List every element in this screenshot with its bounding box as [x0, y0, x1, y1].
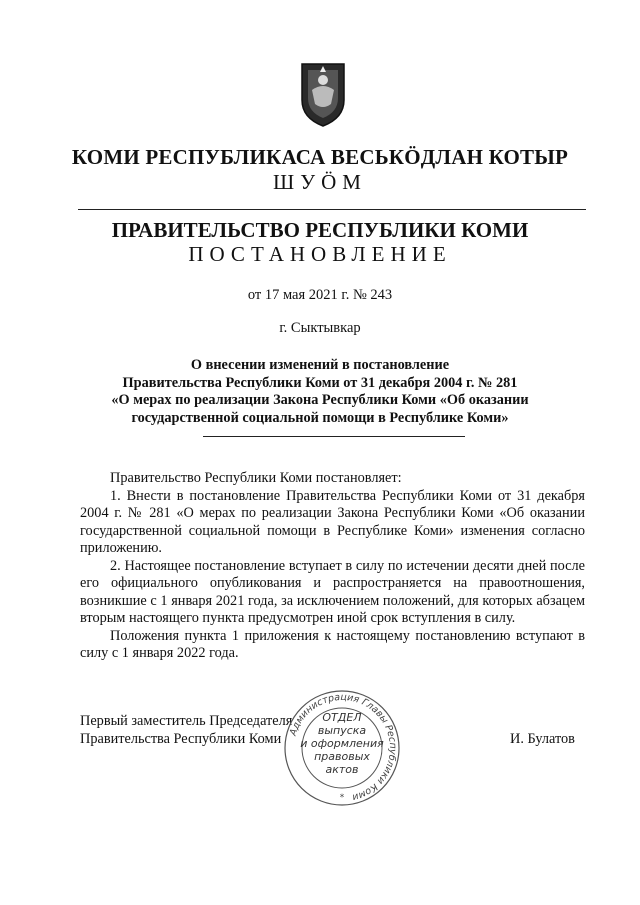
- header-divider: [78, 209, 586, 210]
- signature-position-line2: Правительства Республики Коми: [80, 730, 282, 747]
- russian-header-line2: ПОСТАНОВЛЕНИЕ: [188, 242, 452, 266]
- body-intro: Правительство Республики Коми постановляет:: [110, 470, 402, 486]
- svg-text:*: *: [339, 793, 345, 803]
- title-underline: [203, 436, 465, 437]
- stamp-center-text: [292, 711, 392, 776]
- title-line: Правительства Республики Коми от 31 декабря 2004 г. № 281: [122, 374, 518, 391]
- body-paragraph-1: 1. Внести в постановление Правительства Республики Коми от 31 декабря 2004 г. № 281 «О мерах по реализации Закона Республики Коми «Об оказании государственной социальной помощи в Республике Коми» изменения согласно приложению.: [80, 487, 585, 556]
- russian-header-line1: ПРАВИТЕЛЬСТВО РЕСПУБЛИКИ КОМИ: [111, 218, 529, 242]
- title-line: «О мерах по реализации Закона Республики Коми «Об оказании: [111, 392, 529, 408]
- svg-text:Администрация Главы Республики: Администрация Главы Республики Коми: [287, 691, 399, 803]
- title-line: государственной социальной помощи в Республике Коми»: [131, 409, 509, 426]
- signature-position: [80, 713, 292, 748]
- signature-position-line1: Первый заместитель Председателя: [80, 713, 293, 729]
- stamp-line: правовых: [314, 750, 370, 763]
- komi-header-line1: КОМИ РЕСПУБЛИКАСА ВЕСЬКӦДЛАН КОТЫР: [71, 145, 569, 169]
- body-paragraph-3: Положения пункта 1 приложения к настоящему постановлению вступают в силу с 1 января 2022 года.: [80, 627, 585, 661]
- stamp-line: и оформления: [300, 737, 384, 750]
- document-body: [80, 470, 585, 663]
- body-paragraph-2: 2. Настоящее постановление вступает в силу по истечении десяти дней после его официального опубликования и распространяется на правоотношения, возникшие с 1 января 2021 года, за исключением положений, для которых абзацем вторым настоящего пункта предусмотрен иной срок вступления в силу.: [80, 557, 585, 626]
- document-city: г. Сыктывкар: [279, 320, 361, 336]
- stamp-line: ОТДЕЛ: [322, 711, 362, 724]
- coat-of-arms-emblem: [298, 60, 348, 128]
- stamp-line: выпуска: [317, 724, 367, 737]
- signatory-name: И. Булатов: [510, 731, 575, 747]
- title-line: О внесении изменений в постановление: [190, 357, 450, 373]
- document-title: [100, 357, 540, 427]
- stamp-line: актов: [325, 763, 359, 776]
- document-date: от 17 мая 2021 г. № 243: [247, 287, 393, 303]
- komi-header-line2: ШУӦМ: [273, 170, 367, 194]
